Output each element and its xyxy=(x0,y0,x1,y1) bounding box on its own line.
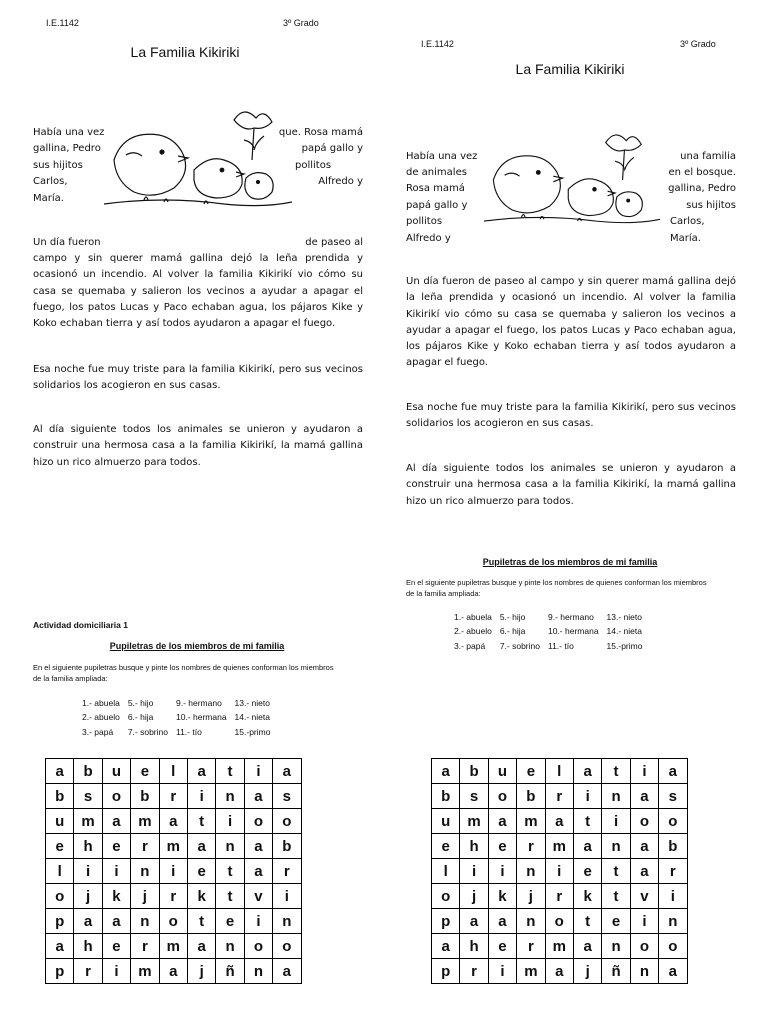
paragraph-1: Un día fueron de paseo al campo y sin querer mamá gallina dejó la leña prendida y ocasionó un incendio. Al volver la familia Kikirikí vio cómo su casa se quemaba y salieron los vecinos a ayudar a apagar el fuego, los patos Lucas y Paco echaban agua, los pájaros Kike y Koko echaban tierra y así todos ayudaron a apagar el fuego. xyxy=(406,276,736,369)
grid-cell[interactable]: m xyxy=(460,809,488,834)
grid-cell[interactable]: a xyxy=(74,909,102,934)
grid-cell[interactable]: u xyxy=(432,809,460,834)
grid-row xyxy=(46,809,302,834)
grid-cell[interactable]: t xyxy=(216,759,244,784)
grid-cell[interactable]: a xyxy=(244,784,272,809)
word-list-row xyxy=(454,625,648,637)
grid-cell[interactable]: j xyxy=(460,884,488,909)
grid-row xyxy=(432,834,688,859)
grid-cell[interactable]: t xyxy=(216,859,244,884)
grid-row xyxy=(432,884,688,909)
grid-cell[interactable]: o xyxy=(244,934,272,959)
grid-cell[interactable]: i xyxy=(488,959,516,984)
puzzle-instructions: En el siguiente pupiletras busque y pinte los nombres de quienes conforman los miembros de la familia ampliada: xyxy=(33,663,334,683)
school-code: I.E.1142 xyxy=(421,39,454,49)
grid-cell[interactable]: e xyxy=(432,834,460,859)
intro-row-2 xyxy=(406,165,736,181)
grid-cell[interactable]: n xyxy=(131,859,159,884)
grid-cell[interactable]: u xyxy=(102,759,130,784)
grid-cell[interactable]: a xyxy=(573,759,601,784)
grid-cell[interactable]: a xyxy=(187,934,215,959)
grid-cell[interactable]: n xyxy=(517,909,545,934)
grid-cell[interactable]: a xyxy=(187,759,215,784)
grid-cell[interactable]: a xyxy=(432,759,460,784)
grid-cell[interactable]: i xyxy=(102,859,130,884)
intro-text: papá gallo y xyxy=(406,200,468,211)
story-title: La Familia Kikiriki xyxy=(130,44,240,60)
grid-cell[interactable]: t xyxy=(602,884,630,909)
grid-cell[interactable]: i xyxy=(573,784,601,809)
grid-row xyxy=(46,884,302,909)
intro-text: papá gallo y xyxy=(301,143,363,154)
grid-cell[interactable]: t xyxy=(602,859,630,884)
grid-cell[interactable]: r xyxy=(545,884,573,909)
word-list-item: 1.- abuela xyxy=(454,612,492,622)
grid-cell[interactable]: o xyxy=(488,784,516,809)
grid-cell[interactable]: a xyxy=(659,959,687,984)
grid-cell[interactable]: e xyxy=(602,909,630,934)
grid-cell[interactable]: o xyxy=(159,909,187,934)
word-list xyxy=(80,695,278,740)
grid-cell[interactable]: o xyxy=(545,909,573,934)
intro-row-5: María. xyxy=(33,193,64,204)
intro-text: sus hijitos xyxy=(686,200,736,211)
word-list-item: 3.- papá xyxy=(454,640,486,651)
grid-cell[interactable]: i xyxy=(460,859,488,884)
grid-row xyxy=(432,859,688,884)
grid-cell[interactable]: m xyxy=(74,809,102,834)
grid-cell[interactable]: p xyxy=(46,959,74,984)
intro-text: en el bosque. xyxy=(668,167,736,178)
grid-row xyxy=(46,759,302,784)
grid-cell[interactable]: o xyxy=(273,809,301,834)
word-list-item: 14.- nieta xyxy=(606,626,642,637)
grid-cell[interactable]: e xyxy=(102,934,130,959)
grid-cell[interactable]: h xyxy=(74,934,102,959)
intro-text: pollitos xyxy=(295,160,332,171)
grid-cell[interactable]: a xyxy=(488,909,516,934)
intro-row-1 xyxy=(33,125,363,141)
grid-row xyxy=(432,909,688,934)
grid-row xyxy=(46,934,302,959)
paragraph-2: Esa noche fue muy triste para la familia Kikirikí, pero sus vecinos solidarios los acogieron en sus casas. xyxy=(33,364,363,392)
grid-cell[interactable]: m xyxy=(131,959,159,984)
grid-cell[interactable]: n xyxy=(131,909,159,934)
grid-cell[interactable]: e xyxy=(488,934,516,959)
grid-cell[interactable]: h xyxy=(74,834,102,859)
word-list-item: 14.- nieta xyxy=(234,712,270,723)
grid-cell[interactable]: e xyxy=(102,834,130,859)
grid-cell[interactable]: a xyxy=(659,759,687,784)
grid-cell[interactable]: i xyxy=(74,859,102,884)
activity-label: Actividad domiciliaria 1 xyxy=(33,620,128,630)
grid-cell[interactable]: b xyxy=(659,834,687,859)
intro-row-4 xyxy=(33,174,363,190)
grid-cell[interactable]: t xyxy=(602,759,630,784)
grid-cell[interactable]: a xyxy=(545,959,573,984)
grid-cell[interactable]: o xyxy=(102,784,130,809)
intro-text: Rosa mamá xyxy=(406,183,465,194)
grid-cell[interactable]: a xyxy=(102,909,130,934)
grid-cell[interactable]: ñ xyxy=(216,959,244,984)
grid-cell[interactable]: o xyxy=(630,809,658,834)
intro-row-2 xyxy=(33,141,363,157)
grid-cell[interactable]: o xyxy=(659,809,687,834)
grade-label: 3º Grado xyxy=(283,18,319,28)
grid-cell[interactable]: n xyxy=(517,859,545,884)
grid-row xyxy=(432,759,688,784)
intro-row-1 xyxy=(406,149,736,165)
grid-cell[interactable]: i xyxy=(488,859,516,884)
grid-cell[interactable]: m xyxy=(517,959,545,984)
intro-row-4 xyxy=(406,198,736,214)
grid-cell[interactable]: t xyxy=(187,909,215,934)
word-list-item: 7.- sobrino xyxy=(127,726,168,737)
intro-text: una familia xyxy=(680,151,736,162)
grid-cell[interactable]: j xyxy=(187,959,215,984)
puzzle-subtitle: Pupiletras de los miembros de mi familia xyxy=(482,557,658,567)
grid-cell[interactable]: l xyxy=(159,759,187,784)
grid-cell[interactable]: a xyxy=(630,834,658,859)
grid-cell[interactable]: k xyxy=(573,884,601,909)
intro-row-5 xyxy=(406,214,736,230)
grid-row xyxy=(46,859,302,884)
word-list-item: 11.- tío xyxy=(175,726,202,737)
word-search-grid xyxy=(431,758,688,984)
grid-cell[interactable]: r xyxy=(273,859,301,884)
grid-cell[interactable]: a xyxy=(187,834,215,859)
intro-text: Carlos, xyxy=(670,216,705,227)
grid-cell[interactable]: v xyxy=(244,884,272,909)
grid-cell[interactable]: i xyxy=(630,909,658,934)
grid-cell[interactable]: o xyxy=(273,934,301,959)
grid-row xyxy=(46,909,302,934)
intro-text: gallina, Pedro xyxy=(668,183,736,194)
grid-cell[interactable]: a xyxy=(244,859,272,884)
grade-label: 3º Grado xyxy=(680,39,716,49)
grid-cell[interactable]: e xyxy=(46,834,74,859)
word-list-item: 9.- hermano xyxy=(547,612,594,622)
word-list-row xyxy=(82,697,276,709)
grid-cell[interactable]: b xyxy=(46,784,74,809)
paragraph-2: Esa noche fue muy triste para la familia Kikirikí, pero sus vecinos solidarios los acogieron en sus casas. xyxy=(406,402,736,430)
grid-cell[interactable]: e xyxy=(187,859,215,884)
word-list-item: 15.-primo xyxy=(606,640,643,651)
grid-cell[interactable]: o xyxy=(244,809,272,834)
grid-cell[interactable]: a xyxy=(46,759,74,784)
paragraph-3: Al día siguiente todos los animales se unieron y ayudaron a construir una hermosa casa a la familia Kikirikí, la mamá gallina hizo un rico almuerzo para todos. xyxy=(33,424,363,468)
word-list-item: 2.- abuelo xyxy=(454,626,492,637)
grid-cell[interactable]: t xyxy=(573,909,601,934)
word-list-row xyxy=(82,711,276,723)
story-title: La Familia Kikiriki xyxy=(515,61,625,77)
grid-row xyxy=(46,959,302,984)
grid-cell[interactable]: n xyxy=(244,959,272,984)
intro-text: de animales xyxy=(406,167,467,178)
grid-cell[interactable]: o xyxy=(659,934,687,959)
grid-cell[interactable]: n xyxy=(602,934,630,959)
grid-cell[interactable]: e xyxy=(573,859,601,884)
puzzle-instructions: En el siguiente pupiletras busque y pinte los nombres de quienes conforman los miembros de la familia ampliada: xyxy=(406,578,707,598)
word-list xyxy=(452,609,650,654)
grid-cell[interactable]: a xyxy=(46,934,74,959)
word-list-item: 6.- hija xyxy=(499,626,526,637)
grid-cell[interactable]: a xyxy=(102,809,130,834)
word-list-row xyxy=(82,726,276,738)
intro-text: Carlos, xyxy=(33,176,68,187)
grid-cell[interactable]: e xyxy=(131,759,159,784)
word-list-item: 2.- abuelo xyxy=(82,712,120,723)
grid-cell[interactable]: l xyxy=(432,859,460,884)
grid-cell[interactable]: m xyxy=(517,809,545,834)
grid-cell[interactable]: r xyxy=(131,934,159,959)
grid-row xyxy=(432,784,688,809)
intro-text: pollitos xyxy=(406,216,443,227)
word-list-item: 7.- sobrino xyxy=(499,640,540,651)
paragraph-1: campo y sin querer mamá gallina dejó la leña prendida y ocasionó un incendio. Al volver la familia Kikirikí vio cómo su casa se quemaba y salieron los vecinos a ayudar a apagar el fuego, los patos Lucas y Paco echaban agua, los pájaros Kike y Koko echaban tierra y así todos ayudaron a apagar el fuego. xyxy=(33,253,363,330)
grid-cell[interactable]: n xyxy=(216,784,244,809)
word-list-item: 1.- abuela xyxy=(82,698,120,708)
word-list-item: 11.- tío xyxy=(547,640,574,651)
grid-cell[interactable]: m xyxy=(545,934,573,959)
grid-cell[interactable]: b xyxy=(517,784,545,809)
grid-cell[interactable]: a xyxy=(573,834,601,859)
grid-cell[interactable]: i xyxy=(602,809,630,834)
grid-cell[interactable]: a xyxy=(460,909,488,934)
grid-cell[interactable]: v xyxy=(630,884,658,909)
grid-row xyxy=(432,809,688,834)
grid-cell[interactable]: j xyxy=(517,884,545,909)
word-list-item: 13.- nieto xyxy=(234,698,270,708)
grid-cell[interactable]: b xyxy=(460,759,488,784)
grid-cell[interactable]: a xyxy=(159,959,187,984)
grid-cell[interactable]: r xyxy=(159,784,187,809)
grid-cell[interactable]: r xyxy=(517,934,545,959)
grid-cell[interactable]: r xyxy=(545,784,573,809)
grid-cell[interactable]: i xyxy=(244,909,272,934)
word-list-item: 10.- hermana xyxy=(175,712,227,723)
grid-row xyxy=(46,834,302,859)
grid-cell[interactable]: i xyxy=(159,859,187,884)
grid-cell[interactable]: p xyxy=(46,909,74,934)
grid-cell[interactable]: a xyxy=(273,759,301,784)
grid-cell[interactable]: m xyxy=(159,934,187,959)
grid-cell[interactable]: i xyxy=(244,759,272,784)
grid-cell[interactable]: l xyxy=(46,859,74,884)
grid-cell[interactable]: a xyxy=(488,809,516,834)
word-list-item: 6.- hija xyxy=(127,712,154,723)
grid-cell[interactable]: a xyxy=(630,859,658,884)
grid-cell[interactable]: o xyxy=(46,884,74,909)
grid-cell[interactable]: e xyxy=(216,909,244,934)
para-text: de paseo al xyxy=(305,237,363,248)
grid-cell[interactable]: t xyxy=(187,809,215,834)
grid-cell[interactable]: h xyxy=(460,934,488,959)
grid-cell[interactable]: u xyxy=(488,759,516,784)
grid-cell[interactable]: e xyxy=(517,759,545,784)
grid-cell[interactable]: r xyxy=(159,884,187,909)
grid-cell[interactable]: i xyxy=(273,884,301,909)
grid-cell[interactable]: h xyxy=(460,834,488,859)
word-search-grid xyxy=(45,758,302,984)
grid-row xyxy=(46,784,302,809)
grid-cell[interactable]: a xyxy=(573,934,601,959)
word-list-item: 10.- hermana xyxy=(547,626,599,637)
word-list-row xyxy=(454,640,648,652)
intro-row-3 xyxy=(406,181,736,197)
grid-cell[interactable]: t xyxy=(216,884,244,909)
word-list-item: 3.- papá xyxy=(82,726,114,737)
grid-cell[interactable]: o xyxy=(630,934,658,959)
grid-cell[interactable]: n xyxy=(216,834,244,859)
grid-cell[interactable]: b xyxy=(74,759,102,784)
intro-text: gallina, Pedro xyxy=(33,143,101,154)
intro-row-3 xyxy=(33,158,363,174)
word-list-row xyxy=(454,611,648,623)
grid-cell[interactable]: a xyxy=(630,784,658,809)
grid-cell[interactable]: i xyxy=(545,859,573,884)
word-list-item: 5.- hijo xyxy=(499,612,526,622)
grid-cell[interactable]: k xyxy=(488,884,516,909)
grid-cell[interactable]: k xyxy=(102,884,130,909)
grid-cell[interactable]: l xyxy=(545,759,573,784)
grid-cell[interactable]: ñ xyxy=(602,959,630,984)
grid-cell[interactable]: i xyxy=(659,884,687,909)
puzzle-subtitle: Pupiletras de los miembros de mi familia xyxy=(109,641,285,651)
grid-cell[interactable]: s xyxy=(273,784,301,809)
word-list-item: 5.- hijo xyxy=(127,698,154,708)
para1-first-line xyxy=(33,235,363,251)
grid-cell[interactable]: j xyxy=(131,884,159,909)
grid-cell[interactable]: n xyxy=(273,909,301,934)
grid-cell[interactable]: b xyxy=(131,784,159,809)
intro-row-6 xyxy=(406,231,736,247)
grid-cell[interactable]: p xyxy=(432,959,460,984)
grid-cell[interactable]: i xyxy=(187,784,215,809)
intro-text: sus hijitos xyxy=(33,160,83,171)
grid-cell[interactable]: i xyxy=(216,809,244,834)
grid-cell[interactable]: i xyxy=(102,959,130,984)
grid-cell[interactable]: j xyxy=(573,959,601,984)
grid-cell[interactable]: m xyxy=(131,809,159,834)
grid-cell[interactable]: k xyxy=(187,884,215,909)
grid-cell[interactable]: s xyxy=(460,784,488,809)
grid-cell[interactable]: j xyxy=(74,884,102,909)
grid-cell[interactable]: m xyxy=(545,834,573,859)
grid-cell[interactable]: p xyxy=(432,909,460,934)
grid-cell[interactable]: r xyxy=(517,834,545,859)
intro-text: Había una vez xyxy=(406,151,478,162)
grid-cell[interactable]: t xyxy=(573,809,601,834)
para-text: Un día fueron xyxy=(33,237,101,248)
grid-cell[interactable]: m xyxy=(159,834,187,859)
grid-cell[interactable]: s xyxy=(74,784,102,809)
grid-cell[interactable]: a xyxy=(244,834,272,859)
intro-text: María. xyxy=(670,233,701,244)
school-code: I.E.1142 xyxy=(46,18,79,28)
intro-text: Había una vez xyxy=(33,127,105,138)
grid-cell[interactable]: b xyxy=(432,784,460,809)
grid-cell[interactable]: i xyxy=(630,759,658,784)
grid-cell[interactable]: r xyxy=(74,959,102,984)
grid-cell[interactable]: r xyxy=(460,959,488,984)
grid-cell[interactable]: n xyxy=(659,909,687,934)
grid-cell[interactable]: a xyxy=(273,959,301,984)
grid-cell[interactable]: r xyxy=(659,859,687,884)
grid-cell[interactable]: a xyxy=(159,809,187,834)
grid-cell[interactable]: r xyxy=(131,834,159,859)
intro-text: Alfredo y xyxy=(406,233,451,244)
grid-row xyxy=(432,934,688,959)
paragraph-3: Al día siguiente todos los animales se unieron y ayudaron a construir una hermosa casa a la familia Kikirikí, la mamá gallina hizo un rico almuerzo para todos. xyxy=(406,463,736,507)
intro-text: Alfredo y xyxy=(318,176,363,187)
grid-cell[interactable]: n xyxy=(630,959,658,984)
grid-cell[interactable]: u xyxy=(46,809,74,834)
grid-cell[interactable]: b xyxy=(273,834,301,859)
grid-cell[interactable]: n xyxy=(602,834,630,859)
grid-cell[interactable]: a xyxy=(545,809,573,834)
grid-cell[interactable]: a xyxy=(432,934,460,959)
word-list-item: 13.- nieto xyxy=(606,612,642,622)
word-list-item: 9.- hermano xyxy=(175,698,222,708)
grid-cell[interactable]: n xyxy=(602,784,630,809)
grid-cell[interactable]: n xyxy=(216,934,244,959)
word-list-item: 15.-primo xyxy=(234,726,271,737)
grid-cell[interactable]: e xyxy=(488,834,516,859)
intro-text: que. Rosa mamá xyxy=(278,127,363,138)
grid-cell[interactable]: o xyxy=(432,884,460,909)
grid-cell[interactable]: s xyxy=(659,784,687,809)
grid-row xyxy=(432,959,688,984)
